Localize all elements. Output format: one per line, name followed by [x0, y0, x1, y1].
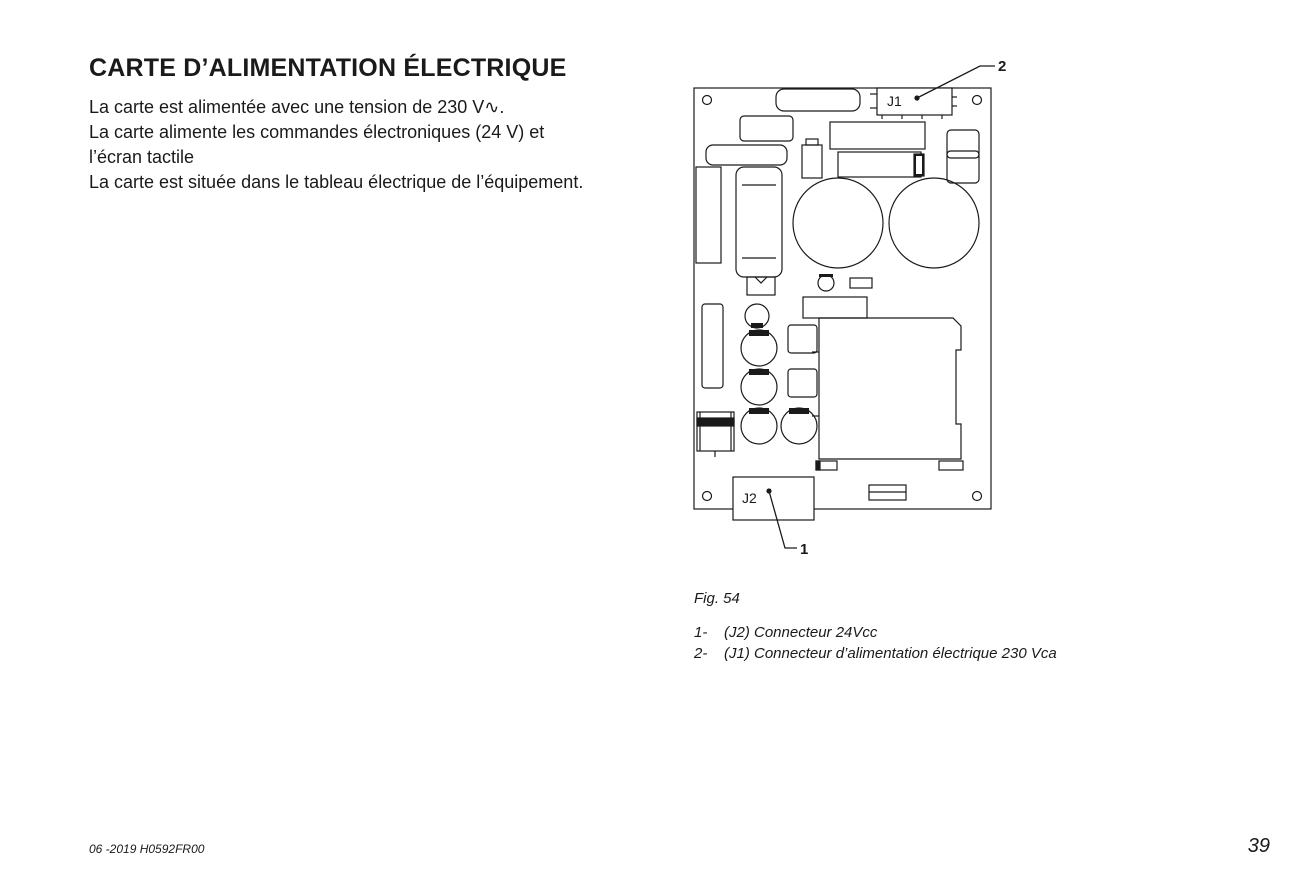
small-component — [788, 325, 817, 353]
power-board-diagram — [680, 50, 1020, 570]
callout-1-label: 1 — [800, 541, 809, 558]
description-line: La carte alimente les commandes électroniques (24 V) et — [89, 122, 545, 142]
ic-component — [803, 297, 867, 318]
fuse-component — [706, 145, 787, 165]
legend-number: 1- — [694, 624, 708, 641]
mounting-hole — [973, 96, 982, 105]
fuse-component — [776, 89, 860, 111]
page-number: 39 — [1247, 835, 1270, 857]
connector-block — [702, 304, 723, 388]
connector-block — [696, 167, 721, 263]
small-component — [788, 369, 817, 397]
description-line: l’écran tactile — [89, 147, 195, 167]
mounting-hole — [973, 492, 982, 501]
relay-component — [740, 116, 793, 141]
figure-caption: Fig. 54 — [694, 590, 740, 607]
ic-component — [838, 152, 921, 177]
capacitor-large — [889, 178, 979, 268]
figure-legend — [694, 622, 1057, 664]
transformer — [736, 167, 782, 277]
small-component — [802, 145, 822, 178]
mounting-hole — [703, 492, 712, 501]
legend-item — [694, 622, 1057, 643]
j2-label: J2 — [742, 490, 757, 506]
legend-text: (J2) Connecteur 24Vcc — [724, 624, 878, 641]
switching-transformer — [819, 318, 961, 459]
description-text — [89, 95, 669, 195]
j1-label: J1 — [887, 93, 902, 109]
page-title: CARTE D’ALIMENTATION ÉLECTRIQUE — [89, 54, 567, 82]
mounting-hole — [703, 96, 712, 105]
legend-text: (J1) Connecteur d’alimentation électrique 230 Vca — [724, 645, 1057, 662]
document-reference: 06 -2019 H0592FR00 — [89, 842, 205, 856]
description-line: La carte est située dans le tableau électrique de l’équipement. — [89, 172, 584, 192]
transistor — [818, 275, 834, 291]
callout-2-label: 2 — [998, 58, 1007, 75]
description-line: La carte est alimentée avec une tension de 230 V∿. — [89, 97, 505, 117]
switch-component — [947, 130, 979, 183]
capacitor-large — [793, 178, 883, 268]
legend-number: 2- — [694, 645, 708, 662]
ic-component — [830, 122, 925, 149]
legend-item — [694, 643, 1057, 664]
